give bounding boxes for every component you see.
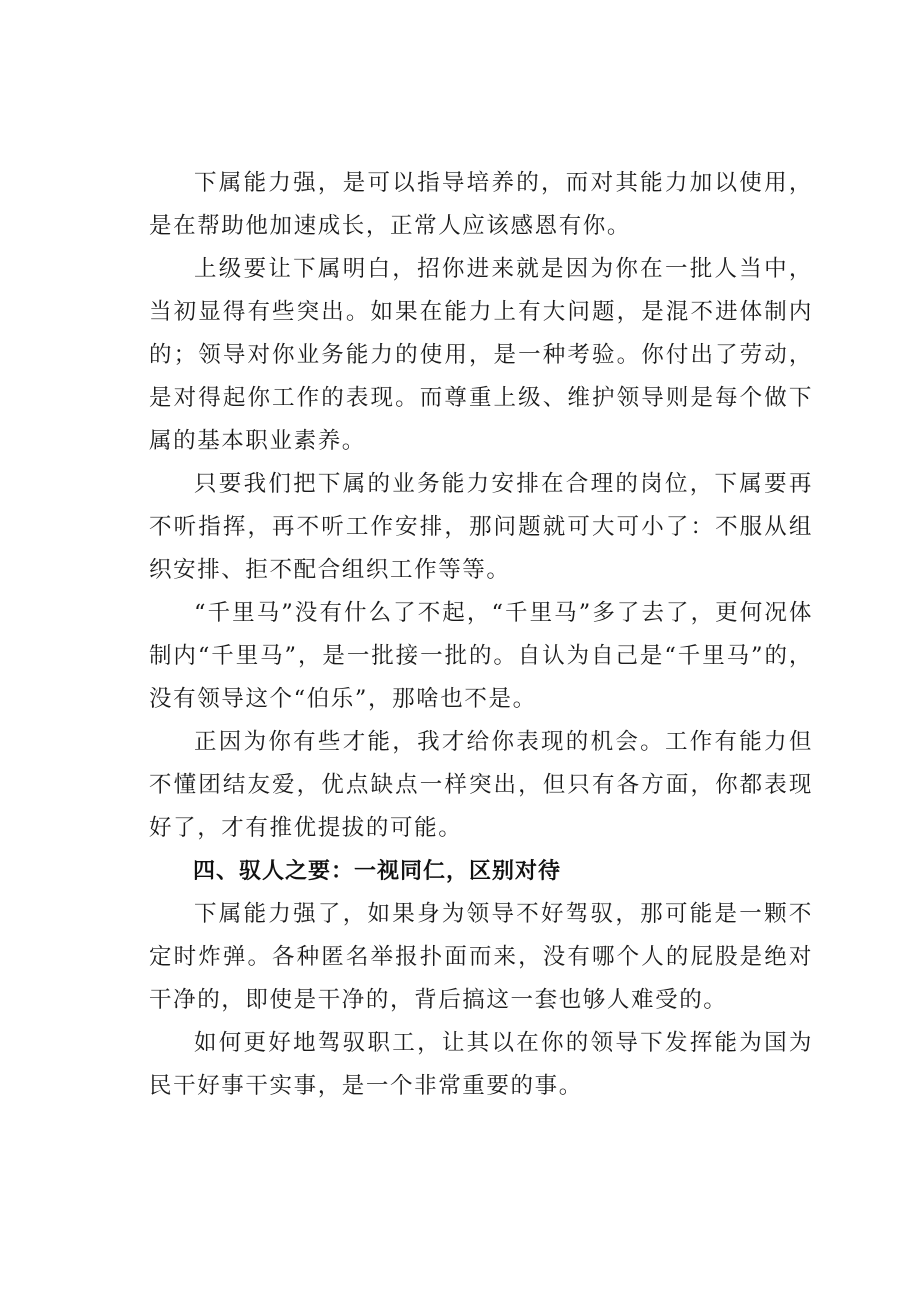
paragraph-6: 下属能力强了，如果身为领导不好驾驭，那可能是一颗不定时炸弹。各种匿名举报扑面而来，没有哪个人的屁股是绝对干净的，即使是干净的，背后搞这一套也够人难受的。 bbox=[149, 901, 813, 1013]
paragraph-1: 下属能力强，是可以指导培养的，而对其能力加以使用，是在帮助他加速成长，正常人应该感恩有你。 bbox=[149, 170, 813, 239]
paragraph-7: 如何更好地驾驭职工，让其以在你的领导下发挥能为国为民干好事干实事，是一个非常重要的事。 bbox=[149, 1030, 813, 1099]
paragraph-2: 上级要让下属明白，招你进来就是因为你在一批人当中，当初显得有些突出。如果在能力上有大问题，是混不进体制内的；领导对你业务能力的使用，是一种考验。你付出了劳动，是对得起你工作的表现。而尊重上级、维护领导则是每个做下属的基本职业素养。 bbox=[149, 256, 813, 454]
paragraph-4: “千里马”没有什么了不起，“千里马”多了去了，更何况体制内“千里马”，是一批接一批的。自认为自己是“千里马”的，没有领导这个“伯乐”，那啥也不是。 bbox=[149, 600, 813, 712]
document-page bbox=[149, 162, 813, 1108]
section-heading: 四、驭人之要：一视同仁，区别对待 bbox=[193, 859, 562, 884]
paragraph-3: 只要我们把下属的业务能力安排在合理的岗位，下属要再不听指挥，再不听工作安排，那问题就可大可小了：不服从组织安排、拒不配合组织工作等等。 bbox=[149, 471, 813, 583]
paragraph-5: 正因为你有些才能，我才给你表现的机会。工作有能力但不懂团结友爱，优点缺点一样突出，但只有各方面，你都表现好了，才有推优提拔的可能。 bbox=[149, 729, 813, 841]
